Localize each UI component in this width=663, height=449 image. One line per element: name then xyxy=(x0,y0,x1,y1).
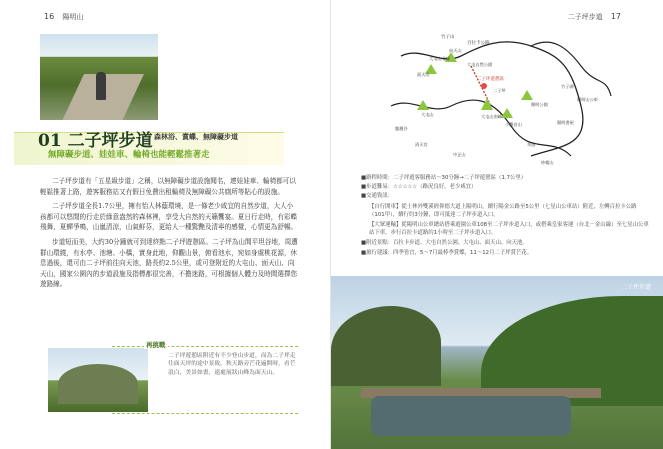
photo-caption: 二子坪步道 xyxy=(620,284,651,291)
map-label: 大屯山南峰 xyxy=(481,114,502,119)
map-label: 龍鳳谷 xyxy=(395,126,408,131)
transport-public: 【大眾運輸】從陽明山公車總站搭乘遊園公車108至二子坪步道入口，或搭乘皇家客運（台北－金山線）至七星山公車站下車，步行百拉卡道路約1小時至二子坪步道入口。 xyxy=(369,222,649,237)
trail-map xyxy=(381,26,621,168)
info-row xyxy=(361,239,651,247)
info-row xyxy=(361,174,651,182)
map-label: 大屯山北峰 xyxy=(429,56,450,61)
info-row xyxy=(361,249,651,257)
mountain-shape xyxy=(331,306,441,386)
page-number-right: 17 xyxy=(610,12,621,21)
map-label: 陽明公園 xyxy=(531,102,548,107)
info-text: ■附近景點：百拉卡步道、大屯自然公園、大屯山、面天山、向天池。 xyxy=(361,240,528,247)
running-head-left: 陽明山 xyxy=(62,13,84,21)
chapter-title: 01 二子坪步道 xyxy=(38,131,153,151)
map-label: 大屯山 xyxy=(421,112,434,117)
map-label: 小觀音山 xyxy=(505,122,522,127)
body-text xyxy=(40,176,298,294)
right-header xyxy=(568,12,627,22)
pond-shape xyxy=(371,396,571,436)
info-text: ■路程時間：二子坪遊客服務站～30分鐘→二子坪遊憩區（1.7公里） xyxy=(361,175,527,181)
map-label: 陽明山公車 xyxy=(577,97,598,102)
sidebar-badge: 再挑戰 xyxy=(146,341,166,349)
info-text: ■旅行建議：四季皆宜，5～7月最棒季賞蝶，11～12月二子坪賞芒花。 xyxy=(361,249,533,256)
map-label: 竹子山 xyxy=(441,35,455,40)
info-row xyxy=(361,183,651,191)
map-label: 二子坪遊憩區 xyxy=(477,77,504,82)
body-paragraph: 步道短而美，大約30分鐘就可到達終點二子坪遊憩區。二子坪為山間平坦谷地，周遭群山環繞，有水亭、池塘、小橋，實身此地，仰觀山景，俯看池水，宛如身處桃花源，休息過後，還可由二子坪前往向天池，路長約2.5公里，或可登附近的大屯山、面天山、向天山，國家公園內的步道設施及指標都很完善，不擔迷路，可根據個人體力及時間選擇您遊路線。 xyxy=(40,237,298,289)
map-label: 竹子湖 xyxy=(561,84,574,89)
map-label: 面天山 xyxy=(417,72,430,77)
left-header xyxy=(38,12,83,22)
hiker-figure xyxy=(96,72,106,100)
body-paragraph: 二子坪步道有「五星級步道」之稱，以無障礙步道設施聞名，連娃娃車、輪椅都可以輕鬆推著上路，遊客服務站又有假日免費出租輪椅及無障礙公共廁所等貼心的設施。 xyxy=(40,177,296,196)
running-head-right: 二子坪步道 xyxy=(567,13,603,21)
transport-car: 【自行開車】從士林外雙溪經仰德大道上陽明山，續行陽金公路至5公里（七星山公車站）附近，左轉百拉卡公路（101甲），續行約3分鐘，即可抵達二子坪步道入口。 xyxy=(369,203,637,218)
chapter-title-box xyxy=(14,124,294,168)
map-label: 向天山 xyxy=(449,48,462,53)
right-page xyxy=(331,0,663,449)
page-number-left: 16 xyxy=(44,12,55,21)
map-label: 大屯自然公園 xyxy=(467,62,493,67)
info-text: ■步道難易：☆☆☆☆☆（路況良好，老少咸宜） xyxy=(361,184,477,191)
map-label: 中正山 xyxy=(453,152,466,157)
info-panel xyxy=(361,174,651,258)
chapter-subtitle: 森林浴、賞蝶、無障礙步道 xyxy=(154,132,238,141)
map-label: 陽明書屋 xyxy=(557,120,574,125)
info-row xyxy=(361,192,651,200)
map-label: 二子坪 xyxy=(493,88,506,93)
hill-shape xyxy=(58,364,138,404)
mountain-photo xyxy=(48,348,148,412)
body-paragraph: 二子坪步道全長1.7公里，擁有怡人林蔭環境，是一條老少咸宜的自然步道，大人小孩都可以悠閒的行走於綠意盎然的森林裡，享受大自然的天籟饗宴。夏日行走時，有彩蝶飛舞，夏蟬爭鳴，山嵐清涼，山氣鮮芬，更給人一種驚艷及清寧的感覺，心情更為舒暢。 xyxy=(40,202,298,232)
left-page xyxy=(0,0,331,449)
map-label: 清天宮 xyxy=(415,142,428,147)
info-text: ■交通資訊： xyxy=(361,193,394,200)
chapter-tagline: 無障礙步道、娃娃車、輪椅也能輕鬆推著走 xyxy=(48,150,210,160)
challenge-sidebar xyxy=(48,340,298,412)
sidebar-text: 二子坪遊憩區附近有不少登山步道，而為二子坪走往面天坪的途中景致，秋天路旁芒花遍開時，看芒浪白，美景如畫，遠處展狀山峰為面天山。 xyxy=(168,353,296,376)
erziping-photo xyxy=(331,276,663,449)
map-label: 百拉卡公路 xyxy=(467,41,490,46)
destination-marker xyxy=(481,83,487,89)
map-label: 紗帽山 xyxy=(541,160,554,165)
map-label: 翠園 xyxy=(527,142,536,147)
trail-hiker-photo xyxy=(40,34,158,120)
